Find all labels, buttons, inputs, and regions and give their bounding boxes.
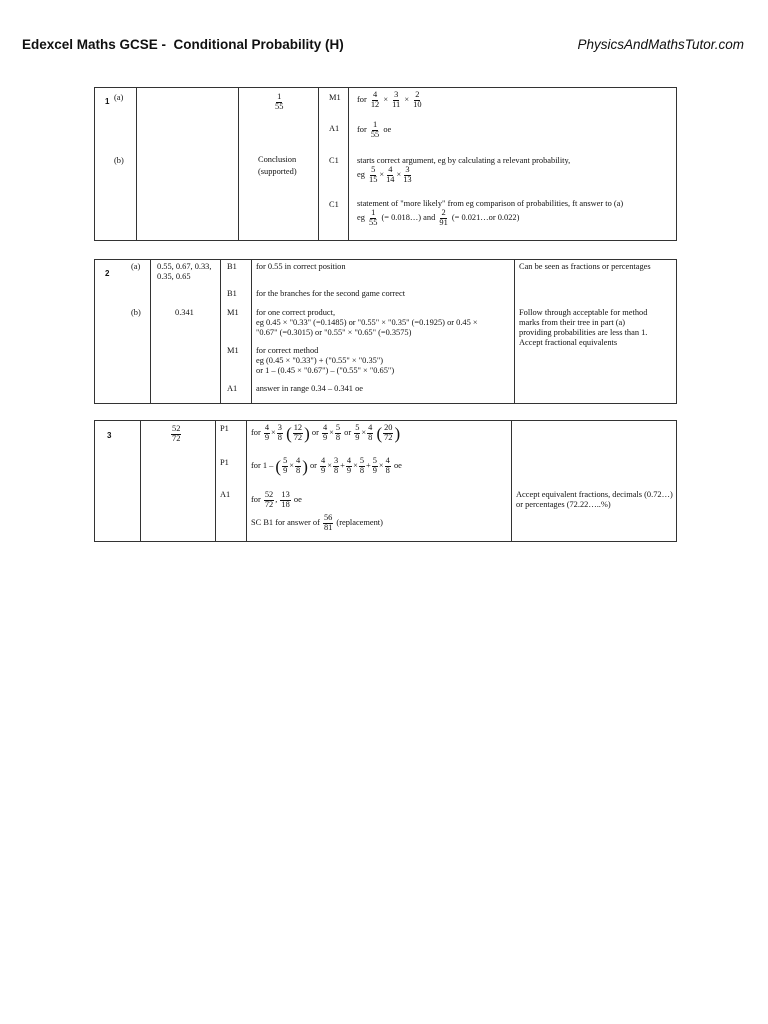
mark-guidance: eg $\frac{1}{55}$ (= 0.018…) and $\frac{2}{91}$ (= 0.021…or 0.022) (357, 208, 520, 227)
q2-marks-cell (221, 260, 252, 404)
part-label: (b) (114, 156, 124, 165)
part-label: (a) (114, 93, 124, 102)
answer-fraction: $\frac{1}{55}$ (275, 92, 284, 111)
question-number: 2 (105, 269, 110, 278)
q1-scheme-cell (349, 88, 677, 241)
answer-fraction: $\frac{52}{72}$ (172, 424, 181, 443)
part-label: (a) (131, 262, 141, 271)
mark-code: M1 (227, 346, 239, 355)
q3-answer-cell (141, 421, 216, 542)
guidance-note: marks from their tree in part (a) (519, 318, 626, 327)
question-number: 3 (107, 431, 112, 440)
mark-code: A1 (227, 384, 238, 393)
mark-code: C1 (329, 156, 339, 165)
mark-code: C1 (329, 200, 339, 209)
mark-guidance: starts correct argument, eg by calculating a relevant probability, (357, 156, 571, 165)
q2-scheme-cell (252, 260, 515, 404)
answer-text: 0.35, 0.65 (157, 272, 191, 281)
q3-scheme-cell (247, 421, 512, 542)
q2-guidance-cell (515, 260, 677, 404)
q1-answer-cell (239, 88, 319, 241)
guidance-note: Can be seen as fractions or percentages (519, 262, 651, 271)
mark-guidance: for one correct product, (256, 308, 336, 317)
mark-guidance: "0.67" (=0.3015) or "0.55" × "0.65" (=0.3575) (256, 328, 412, 337)
mark-guidance: statement of "more likely" from eg comparison of probabilities, ft answer to (a) (357, 199, 624, 208)
mark-guidance: answer in range 0.34 – 0.341 oe (256, 384, 363, 393)
question-2-table (94, 259, 677, 404)
answer-text: 0.341 (175, 308, 194, 317)
guidance-note: Follow through acceptable for method (519, 308, 648, 317)
mark-code: A1 (220, 490, 231, 499)
q2-answer-cell (151, 260, 221, 404)
mark-code: M1 (329, 93, 341, 102)
mark-guidance: for 0.55 in correct position (256, 262, 346, 271)
q3-guidance-cell (512, 421, 677, 542)
answer-text: 0.55, 0.67, 0.33, (157, 262, 212, 271)
question-number: 1 (105, 97, 110, 106)
guidance-note: Accept equivalent fractions, decimals (0.72…) (516, 490, 673, 499)
mark-code: M1 (227, 308, 239, 317)
q1-marks-cell (319, 88, 349, 241)
document-title: Edexcel Maths GCSE - Conditional Probability (H) (22, 37, 344, 52)
q1-blank-cell (137, 88, 239, 241)
guidance-note: providing probabilities are less than 1. (519, 328, 648, 337)
mark-guidance: eg $\frac{5}{15}$ × $\frac{4}{14}$ × $\frac{3}{13}$ (357, 165, 412, 184)
mark-guidance: for correct method (256, 346, 319, 355)
mark-guidance: for $\frac{4}{12}$ × $\frac{3}{11}$ × $\frac{2}{10}$ (357, 90, 422, 109)
mark-guidance: for $\frac{4}{9}$ × $\frac{3}{8}$ ( $\frac{12}{72}$ ) or $\frac{4}{9}$ × $\frac{5}{8}$ or $\frac{5}{9}$ × $\frac{4}{8}$ ( $\frac{20}{72}$ ) (251, 423, 401, 443)
mark-guidance: eg 0.45 × "0.33" (=0.1485) or "0.55" × "0.35" (=0.1925) or 0.45 × (256, 318, 478, 327)
mark-guidance: for $\frac{1}{55}$ oe (357, 120, 392, 139)
q1-number-cell (95, 88, 137, 241)
question-1-table (94, 87, 677, 241)
mark-code: A1 (329, 124, 340, 133)
part-label: (b) (131, 308, 141, 317)
mark-code: B1 (227, 289, 237, 298)
guidance-note: Accept fractional equivalents (519, 338, 618, 347)
q3-number-cell (95, 421, 141, 542)
guidance-note: or percentages (72.22…..%) (516, 500, 611, 509)
mark-guidance: for $\frac{52}{72}$ , $\frac{13}{18}$ oe (251, 490, 302, 509)
mark-code: P1 (220, 424, 229, 433)
mark-guidance: or 1 – (0.45 × "0.67") – ("0.55" × "0.65") (256, 366, 395, 375)
answer-text: Conclusion (258, 155, 297, 164)
mark-guidance: SC B1 for answer of $\frac{56}{81}$ (replacement) (251, 513, 383, 532)
question-3-table (94, 420, 677, 542)
mark-guidance: for 1 – ( $\frac{5}{9}$ × $\frac{4}{8}$ ) or $\frac{4}{9}$ × $\frac{3}{8}$ + $\frac{4}{9}$ × $\frac{5}{8}$ + $\frac{5}{9}$ × $\frac{4}{8}$ oe (251, 456, 402, 476)
q3-marks-cell (216, 421, 247, 542)
mark-code: B1 (227, 262, 237, 271)
mark-guidance: eg (0.45 × "0.33") + ("0.55" × "0.35") (256, 356, 384, 365)
answer-text: (supported) (258, 167, 297, 176)
site-name: PhysicsAndMathsTutor.com (577, 37, 744, 52)
mark-guidance: for the branches for the second game correct (256, 289, 406, 298)
q2-number-cell (95, 260, 151, 404)
mark-code: P1 (220, 458, 229, 467)
